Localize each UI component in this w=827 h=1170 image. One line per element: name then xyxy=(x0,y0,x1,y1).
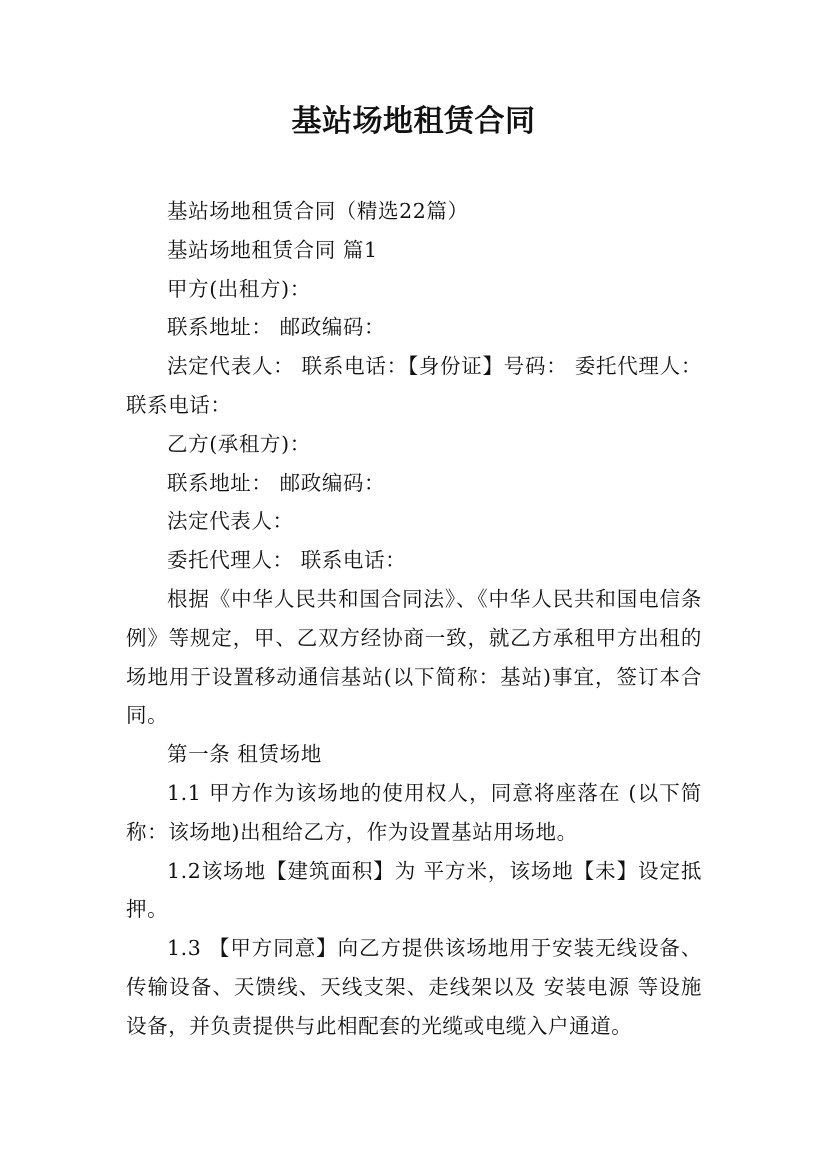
document-title: 基站场地租赁合同 xyxy=(291,104,536,139)
paragraph: 联系地址： 邮政编码： xyxy=(167,315,386,340)
paragraph: 1.1 甲方作为该场地的使用权人，同意将座落在 (以下简称：该场地)出租给乙方，作为设置基站用场地。 xyxy=(126,780,702,844)
paragraph: 乙方(承租方)： xyxy=(167,431,311,456)
paragraph: 1.3 【甲方同意】向乙方提供该场地用于安装无线设备、传输设备、天馈线、天线支架、走线架以及 安装电源 等设施设备，并负责提供与此相配套的光缆或电缆入户通道。 xyxy=(126,936,702,1038)
paragraph: 联系地址： 邮政编码： xyxy=(167,470,386,495)
paragraph: 基站场地租赁合同（精选22篇） xyxy=(167,199,469,223)
paragraph: 1.2该场地【建筑面积】为 平方米，该场地【未】设定抵押。 xyxy=(126,858,702,922)
paragraph: 法定代表人： xyxy=(167,509,294,534)
paragraph: 法定代表人： 联系电话：【身份证】号码： 委托代理人： 联系电话： xyxy=(126,354,702,417)
section-heading: 第一条 租赁场地 xyxy=(167,742,322,767)
paragraph: 基站场地租赁合同 篇1 xyxy=(167,237,378,262)
paragraph: 根据《中华人民共和国合同法》、《中华人民共和国电信条例》等规定，甲、乙双方经协商一致，就乙方承租甲方出租的场地用于设置移动通信基站(以下简称：基站)事宜，签订本合同。 xyxy=(126,586,702,728)
paragraph: 委托代理人： 联系电话： xyxy=(167,548,407,573)
document-body xyxy=(126,192,702,1046)
paragraph: 甲方(出租方)： xyxy=(167,276,311,301)
